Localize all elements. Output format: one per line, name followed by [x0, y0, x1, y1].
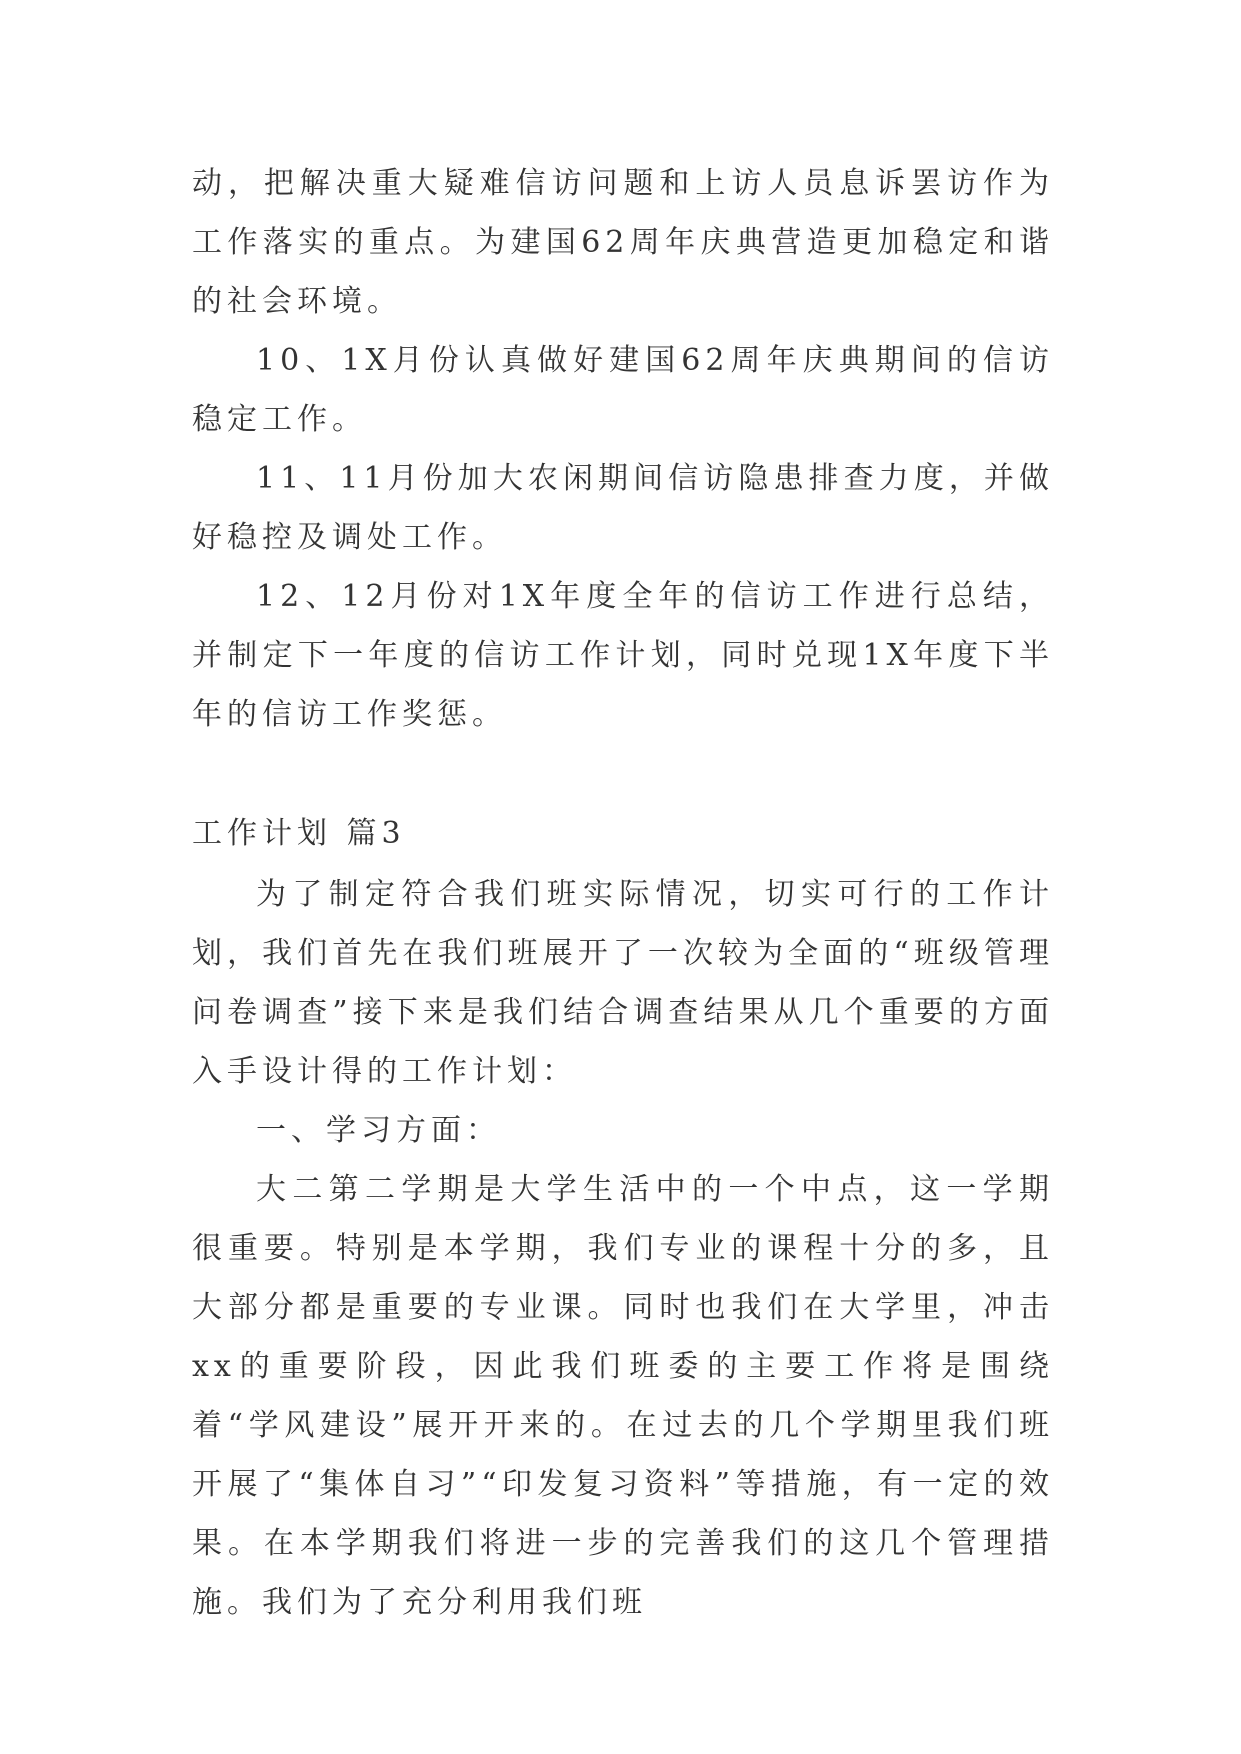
paragraph-subheading-study: 一、学习方面： [256, 1113, 501, 1148]
section-heading: 工作计划 篇3 [192, 816, 406, 851]
paragraph-item-11: 11、11月份加大农闲期间信访隐患排查力度，并做好稳控及调处工作。 [192, 461, 1054, 555]
paragraph-intro: 为了制定符合我们班实际情况，切实可行的工作计划，我们首先在我们班展开了一次较为全面的“班级管理问卷调查”接下来是我们结合调查结果从几个重要的方面入手设计得的工作计划： [192, 877, 1054, 1089]
document-body [192, 154, 1054, 1632]
paragraph-item-10: 10、1X月份认真做好建国62周年庆典期间的信访稳定工作。 [192, 343, 1054, 437]
paragraph-continuation: 动，把解决重大疑难信访问题和上访人员息诉罢访作为工作落实的重点。为建国62周年庆典营造更加稳定和谐的社会环境。 [192, 166, 1054, 319]
paragraph-study-details: 大二第二学期是大学生活中的一个中点，这一学期很重要。特别是本学期，我们专业的课程十分的多，且大部分都是重要的专业课。同时也我们在大学里，冲击xx的重要阶段，因此我们班委的主要工作将是围绕着“学风建设”展开开来的。在过去的几个学期里我们班开展了“集体自习”“印发复习资料”等措施，有一定的效果。在本学期我们将进一步的完善我们的这几个管理措施。我们为了充分利用我们班 [192, 1172, 1054, 1620]
paragraph-item-12: 12、12月份对1X年度全年的信访工作进行总结，并制定下一年度的信访工作计划，同时兑现1X年度下半年的信访工作奖惩。 [192, 579, 1054, 732]
